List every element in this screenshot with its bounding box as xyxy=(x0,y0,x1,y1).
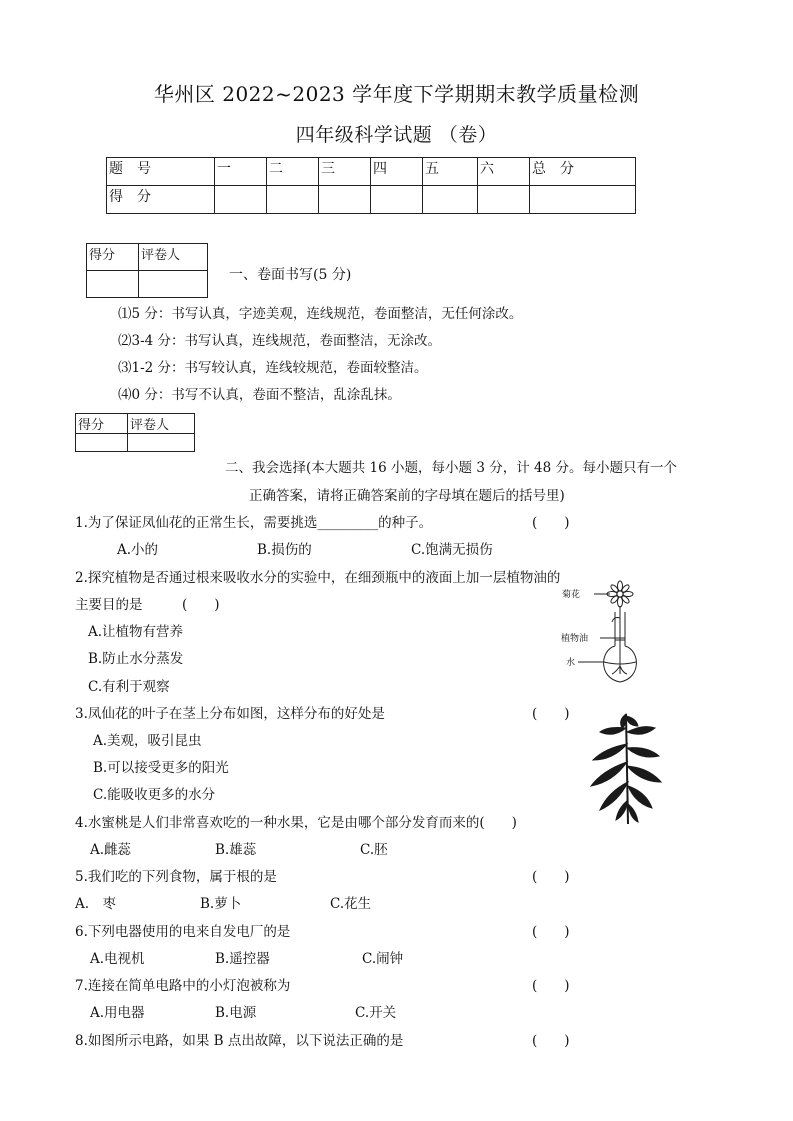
header-cell: 一 xyxy=(215,158,267,186)
q3-option-a: A.美观，吸引昆虫 xyxy=(93,733,202,749)
flask-figure xyxy=(560,578,660,688)
header-cell: 五 xyxy=(423,158,478,186)
question-4: 4.水蜜桃是人们非常喜欢吃的一种水果，它是由哪个部分发育而来的( ) xyxy=(75,815,517,831)
section1-item: ⑶1-2 分：书写较认真，连线较规范，卷面较整洁。 xyxy=(118,360,428,376)
grader-score-cell[interactable] xyxy=(76,434,128,452)
question-2-cont: 主要目的是 xyxy=(75,597,143,613)
answer-paren-7[interactable]: ( ) xyxy=(532,978,570,994)
section1-item: ⑴5 分：书写认真，字迹美观，连线规范，卷面整洁，无任何涂改。 xyxy=(118,306,523,322)
score-table-score-row xyxy=(107,186,636,214)
score-cell[interactable] xyxy=(478,186,530,214)
score-cell[interactable] xyxy=(371,186,423,214)
answer-paren-6[interactable]: ( ) xyxy=(532,924,570,940)
q6-option-b: B.遥控器 xyxy=(215,951,270,967)
q5-option-c: C.花生 xyxy=(330,896,372,912)
question-5: 5.我们吃的下列食物，属于根的是 xyxy=(75,869,277,885)
label-oil: 植物油 xyxy=(561,634,589,644)
grader-name-label: 评卷人 xyxy=(128,414,195,434)
grader-box xyxy=(75,413,195,452)
exam-title: 华州区 2022~2023 学年度下学期期末教学质量检测 xyxy=(153,82,640,106)
plant-illustration xyxy=(580,708,670,828)
grader-score-label: 得分 xyxy=(76,414,128,434)
q6-option-a: A.电视机 xyxy=(90,951,145,967)
question-8: 8.如图所示电路，如果 B 点出故障，以下说法正确的是 xyxy=(75,1033,404,1049)
q7-option-a: A.用电器 xyxy=(90,1005,145,1021)
q2-option-b: B.防止水分蒸发 xyxy=(88,651,184,667)
q5-option-b: B.萝卜 xyxy=(200,896,242,912)
answer-paren-1[interactable]: ( ) xyxy=(532,515,570,531)
q2-option-a: A.让植物有营养 xyxy=(88,624,184,640)
answer-paren-3[interactable]: ( ) xyxy=(532,706,570,722)
grader-score-label: 得分 xyxy=(87,244,139,271)
question-7: 7.连接在简单电路中的小灯泡被称为 xyxy=(75,978,291,994)
section2-heading-cont: 正确答案，请将正确答案前的字母填在题后的括号里) xyxy=(249,488,565,504)
header-cell: 总 分 xyxy=(530,158,636,186)
score-table-header-row xyxy=(107,158,636,186)
score-cell[interactable] xyxy=(267,186,319,214)
grader-score-cell[interactable] xyxy=(87,271,139,298)
header-cell: 三 xyxy=(319,158,371,186)
q1-option-b: B.损伤的 xyxy=(257,542,312,558)
score-cell[interactable] xyxy=(530,186,636,214)
section1-item: ⑵3-4 分：书写认真，连线规范，卷面整洁，无涂改。 xyxy=(118,333,442,349)
question-6: 6.下列电器使用的电来自发电厂的是 xyxy=(75,924,291,940)
question-1: 1.为了保证凤仙花的正常生长，需要挑选_________的种子。 xyxy=(75,515,433,531)
score-cell[interactable] xyxy=(215,186,267,214)
q7-option-b: B.电源 xyxy=(215,1005,257,1021)
q2-option-c: C.有利于观察 xyxy=(88,679,170,695)
answer-paren-5[interactable]: ( ) xyxy=(532,869,570,885)
grader-name-cell[interactable] xyxy=(139,271,208,298)
q6-option-c: C.闹钟 xyxy=(362,951,404,967)
answer-paren-8[interactable]: ( ) xyxy=(532,1033,570,1049)
section1-heading: 一、卷面书写(5 分) xyxy=(229,267,352,283)
label-water: 水 xyxy=(566,658,576,668)
header-cell: 四 xyxy=(371,158,423,186)
label-flower: 菊花 xyxy=(562,590,581,600)
section1-item: ⑷0 分：书写不认真，卷面不整洁，乱涂乱抹。 xyxy=(118,387,401,403)
header-cell: 六 xyxy=(478,158,530,186)
q5-option-a: A. 枣 xyxy=(75,896,117,912)
score-cell[interactable] xyxy=(423,186,478,214)
row-label: 得 分 xyxy=(107,186,215,214)
q1-option-a: A.小的 xyxy=(117,542,159,558)
q7-option-c: C.开关 xyxy=(355,1005,397,1021)
q4-option-b: B.雄蕊 xyxy=(215,842,257,858)
answer-paren-2[interactable]: ( ) xyxy=(182,597,220,613)
q4-option-a: A.雌蕊 xyxy=(90,842,132,858)
q4-option-c: C.胚 xyxy=(360,842,388,858)
grader-name-label: 评卷人 xyxy=(139,244,208,271)
q3-option-b: B.可以接受更多的阳光 xyxy=(93,760,229,776)
grader-name-cell[interactable] xyxy=(128,434,195,452)
grader-box xyxy=(86,243,208,298)
question-3: 3.凤仙花的叶子在茎上分布如图，这样分布的好处是 xyxy=(75,706,385,722)
section2-heading: 二、我会选择(本大题共 16 小题，每小题 3 分，计 48 分。每小题只有一个 xyxy=(225,460,677,476)
score-table xyxy=(106,157,636,214)
question-2: 2.探究植物是否通过根来吸收水分的实验中，在细颈瓶中的液面上加一层植物油的 xyxy=(75,570,561,586)
q1-option-c: C.饱满无损伤 xyxy=(411,542,493,558)
q3-option-c: C.能吸收更多的水分 xyxy=(93,787,216,803)
flask-illustration xyxy=(560,578,660,688)
score-cell[interactable] xyxy=(319,186,371,214)
header-cell: 二 xyxy=(267,158,319,186)
header-cell: 题 号 xyxy=(107,158,215,186)
plant-figure xyxy=(580,708,670,828)
exam-subtitle: 四年级科学试题 （卷） xyxy=(295,124,498,146)
